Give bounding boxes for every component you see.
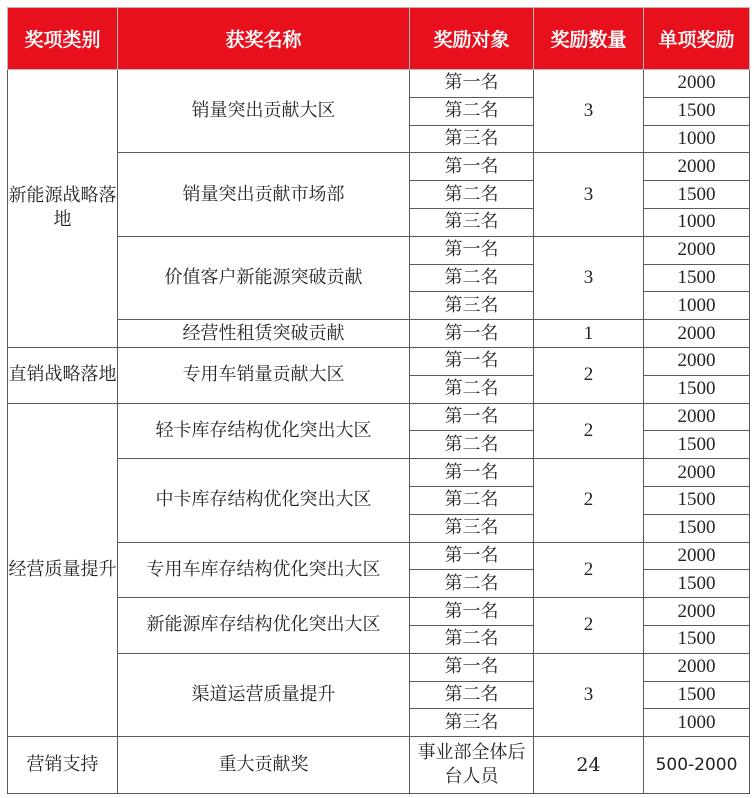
target-cell: 第一名	[410, 598, 534, 626]
awards-table	[7, 7, 750, 794]
table-row	[8, 347, 750, 375]
target-cell: 第二名	[410, 681, 534, 709]
header-category: 奖项类别	[8, 8, 118, 70]
table-row	[8, 153, 750, 181]
quantity-cell: 2	[534, 403, 644, 459]
quantity-cell: 3	[534, 653, 644, 736]
amount-cell: 1500	[644, 97, 750, 125]
target-cell: 第三名	[410, 292, 534, 320]
quantity-cell: 3	[534, 153, 644, 236]
amount-cell: 1500	[644, 625, 750, 653]
target-cell: 第三名	[410, 514, 534, 542]
table-header	[8, 8, 750, 70]
amount-cell: 500-2000	[644, 737, 750, 794]
quantity-cell: 2	[534, 598, 644, 654]
header-target: 奖励对象	[410, 8, 534, 70]
quantity-cell: 2	[534, 459, 644, 542]
table-row	[8, 459, 750, 487]
target-cell: 第二名	[410, 431, 534, 459]
target-cell: 第二名	[410, 97, 534, 125]
quantity-cell: 2	[534, 542, 644, 598]
amount-cell: 1500	[644, 181, 750, 209]
target-cell: 第一名	[410, 542, 534, 570]
target-cell: 第二名	[410, 375, 534, 403]
target-cell: 第一名	[410, 653, 534, 681]
quantity-cell: 24	[534, 737, 644, 794]
amount-cell: 1500	[644, 570, 750, 598]
amount-cell: 1500	[644, 681, 750, 709]
table-row	[8, 403, 750, 431]
award-name-cell: 中卡库存结构优化突出大区	[118, 459, 410, 542]
award-name-cell: 价值客户新能源突破贡献	[118, 236, 410, 319]
award-name-cell: 专用车库存结构优化突出大区	[118, 542, 410, 598]
target-cell: 第一名	[410, 320, 534, 348]
amount-cell: 2000	[644, 153, 750, 181]
header-amount: 单项奖励	[644, 8, 750, 70]
amount-cell: 1000	[644, 292, 750, 320]
award-name-cell: 渠道运营质量提升	[118, 653, 410, 736]
category-cell: 经营质量提升	[8, 403, 118, 737]
amount-cell: 2000	[644, 347, 750, 375]
amount-cell: 2000	[644, 459, 750, 487]
table-row	[8, 70, 750, 98]
target-cell: 第二名	[410, 625, 534, 653]
amount-cell: 1500	[644, 375, 750, 403]
target-cell: 第三名	[410, 709, 534, 737]
award-name-cell: 销量突出贡献大区	[118, 70, 410, 153]
amount-cell: 1500	[644, 486, 750, 514]
award-name-cell: 新能源库存结构优化突出大区	[118, 598, 410, 654]
table-row	[8, 542, 750, 570]
amount-cell: 1000	[644, 709, 750, 737]
target-cell: 第一名	[410, 347, 534, 375]
quantity-cell: 3	[534, 70, 644, 153]
target-cell: 第二名	[410, 264, 534, 292]
target-cell: 第一名	[410, 70, 534, 98]
category-cell: 营销支持	[8, 737, 118, 794]
category-cell: 直销战略落地	[8, 347, 118, 403]
quantity-cell: 1	[534, 320, 644, 348]
award-name-cell: 专用车销量贡献大区	[118, 347, 410, 403]
target-cell: 第三名	[410, 125, 534, 153]
target-cell: 事业部全体后台人员	[410, 737, 534, 794]
amount-cell: 2000	[644, 403, 750, 431]
table-body	[8, 70, 750, 794]
table-row	[8, 653, 750, 681]
header-award-name: 获奖名称	[118, 8, 410, 70]
quantity-cell: 3	[534, 236, 644, 319]
award-name-cell: 轻卡库存结构优化突出大区	[118, 403, 410, 459]
target-cell: 第二名	[410, 486, 534, 514]
amount-cell: 2000	[644, 653, 750, 681]
award-name-cell: 重大贡献奖	[118, 737, 410, 794]
target-cell: 第一名	[410, 236, 534, 264]
table-row	[8, 236, 750, 264]
quantity-cell: 2	[534, 347, 644, 403]
amount-cell: 2000	[644, 70, 750, 98]
amount-cell: 1500	[644, 264, 750, 292]
target-cell: 第一名	[410, 403, 534, 431]
amount-cell: 2000	[644, 236, 750, 264]
amount-cell: 1500	[644, 431, 750, 459]
amount-cell: 1000	[644, 208, 750, 236]
target-cell: 第一名	[410, 459, 534, 487]
table-row	[8, 320, 750, 348]
amount-cell: 1500	[644, 514, 750, 542]
table-row	[8, 598, 750, 626]
amount-cell: 1000	[644, 125, 750, 153]
target-cell: 第二名	[410, 570, 534, 598]
amount-cell: 2000	[644, 542, 750, 570]
header-quantity: 奖励数量	[534, 8, 644, 70]
table-row	[8, 737, 750, 794]
target-cell: 第三名	[410, 208, 534, 236]
amount-cell: 2000	[644, 320, 750, 348]
target-cell: 第二名	[410, 181, 534, 209]
award-name-cell: 销量突出贡献市场部	[118, 153, 410, 236]
header-row	[8, 8, 750, 70]
amount-cell: 2000	[644, 598, 750, 626]
target-cell: 第一名	[410, 153, 534, 181]
category-cell: 新能源战略落地	[8, 70, 118, 348]
award-name-cell: 经营性租赁突破贡献	[118, 320, 410, 348]
